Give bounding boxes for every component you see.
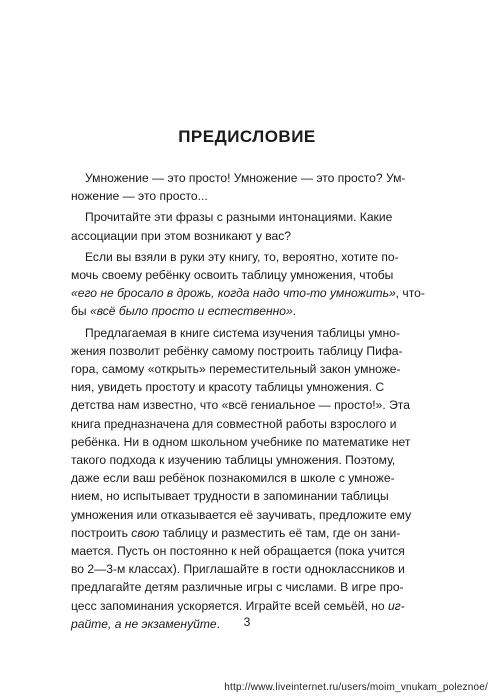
text-segment: . [216, 616, 221, 631]
text-line [71, 578, 427, 596]
text-line [71, 248, 427, 266]
text-segment: ния, увидеть простоту и красоту таблицы умножения. С [71, 380, 385, 395]
text-segment: бы [71, 304, 90, 319]
text-segment: Прочитайте эти фразы с разными интонациями. Какие [85, 210, 393, 225]
text-line [71, 360, 427, 378]
text-segment: ребёнка. Ни в одном школьном учебнике по математике нет [71, 434, 411, 449]
paragraph [71, 324, 427, 633]
text-segment: умножения или отказывается её заучивать, предложите ему [71, 507, 412, 522]
text-line [71, 415, 427, 433]
text-line [71, 324, 427, 342]
preface-text [71, 169, 427, 636]
page-title: ПРЕДИСЛОВИЕ [178, 127, 316, 146]
text-line [71, 342, 427, 360]
text-segment: жения позволит ребёнку самому построить таблицу Пифа- [71, 343, 403, 358]
italic-text: иг- [387, 598, 405, 613]
text-line [71, 487, 427, 505]
text-line [71, 378, 427, 396]
italic-text: «его не бросало в дрожь, когда надо что-то умножить» [71, 286, 396, 301]
text-segment: ножение — это просто... [71, 189, 208, 204]
text-line [71, 560, 427, 578]
text-segment: такого подхода к изучению таблицы умножения. Поэтому, [71, 453, 396, 468]
text-line [71, 469, 427, 487]
text-line [71, 208, 427, 226]
paragraph [71, 248, 427, 321]
paragraph [71, 208, 427, 244]
text-segment: . [292, 304, 297, 319]
text-segment: детства нам известно, что «всё гениальное — просто!». Эта [71, 398, 410, 413]
text-segment: Если вы взяли в руки эту книгу, то, вероятно, хотите по- [85, 249, 399, 264]
text-segment: таблицу и разместить её там, где он зани- [159, 525, 401, 540]
italic-text: «всё было просто и естественно» [89, 304, 293, 319]
text-segment: цесс запоминания ускоряется. Играйте всей семьёй, но [71, 598, 388, 613]
text-segment: , что- [395, 286, 425, 301]
text-line [71, 542, 427, 560]
paragraph [71, 169, 427, 205]
text-line [71, 266, 427, 284]
text-segment: Умножение — это просто! Умножение — это просто? Ум- [85, 171, 406, 185]
text-segment: мочь своему ребёнку освоить таблицу умножения, чтобы [71, 268, 394, 283]
text-segment: ассоциации при этом возникают у вас? [71, 228, 292, 243]
italic-text: райте, а не экзаменуйте [71, 616, 217, 631]
text-segment: мается. Пусть он постоянно к ней обращается (пока учится [71, 544, 405, 559]
text-line [71, 284, 427, 302]
text-line [71, 302, 427, 320]
text-line [71, 433, 427, 451]
italic-text: свою [131, 525, 160, 540]
text-segment: во 2—3-м классах). Приглашайте в гости одноклассников и [71, 562, 405, 577]
text-segment: книга предназначена для совместной работы взрослого и [71, 416, 397, 431]
text-segment: гора, самому «открыть» переместительный закон умноже- [71, 362, 401, 377]
text-line [71, 597, 427, 615]
text-line [71, 169, 427, 187]
text-line [71, 451, 427, 469]
footer-url[interactable]: http://www.liveinternet.ru/users/moim_vnukam_poleznoe/ [224, 682, 488, 693]
text-line [71, 524, 427, 542]
text-segment: предлагайте детям различные игры с числами. В игре про- [71, 580, 404, 595]
text-segment: нием, но испытывает трудности в запоминании таблицы [71, 489, 389, 504]
text-line [71, 227, 427, 245]
text-segment: Предлагаемая в книге система изучения таблицы умно- [85, 325, 400, 340]
text-line [71, 187, 427, 205]
text-segment: даже если ваш ребёнок познакомился в школе с умноже- [71, 471, 395, 486]
page-number: 3 [243, 615, 251, 629]
text-segment: построить [71, 525, 132, 540]
text-line [71, 396, 427, 414]
text-line [71, 506, 427, 524]
